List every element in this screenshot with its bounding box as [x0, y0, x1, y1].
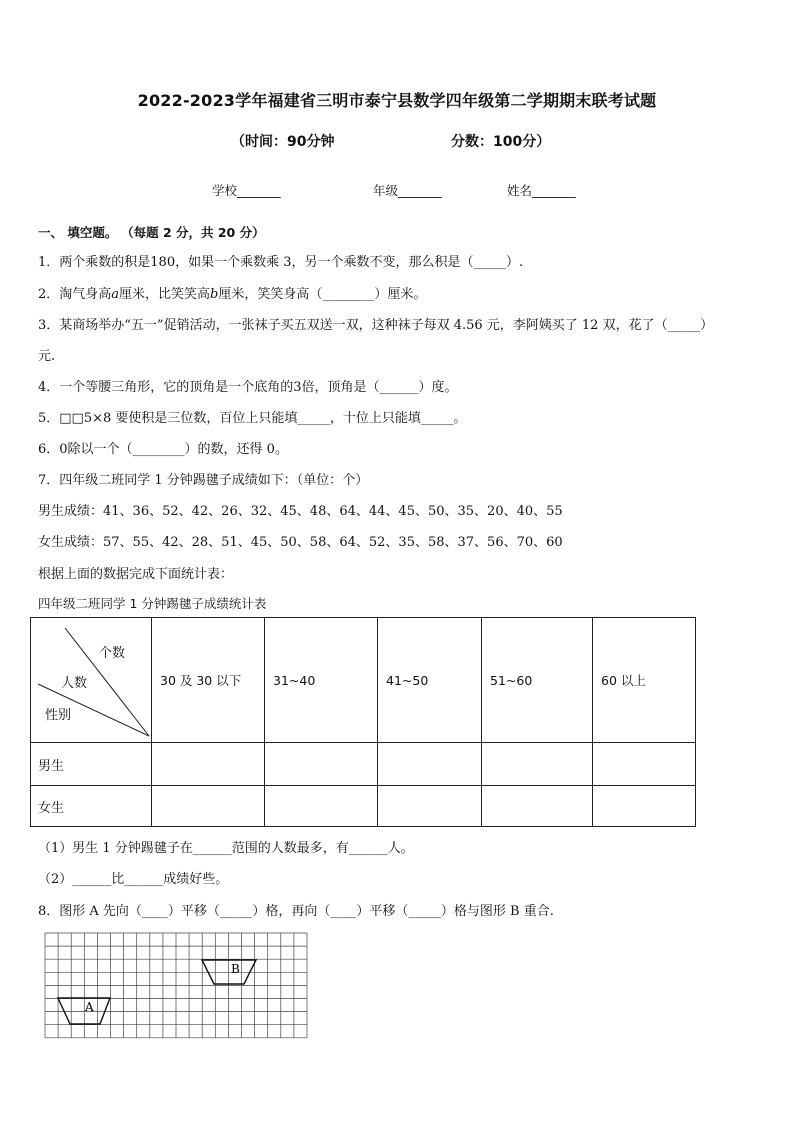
question-5: 5．□□5×8 要使积是三位数，百位上只能填_____，十位上只能填_____。 — [38, 411, 467, 426]
sub-question-1: （1）男生 1 分钟踢毽子在______范围的人数最多，有______人。 — [38, 841, 414, 856]
question-6: 6．0除以一个（________）的数，还得 0。 — [38, 442, 288, 457]
corner-label-people: 人数 — [61, 676, 88, 691]
answer-cell[interactable] — [378, 743, 482, 786]
table-row — [31, 786, 696, 827]
question-2: 2．淘气身高𝑎厘米，比笑笑高𝑏厘米，笑笑身高（________）厘米。 — [38, 287, 427, 302]
diagonal-lines — [31, 618, 151, 742]
statistics-table — [30, 617, 696, 827]
answer-cell[interactable] — [482, 743, 593, 786]
row-label-boys: 男生 — [31, 743, 152, 786]
answer-cell[interactable] — [593, 743, 696, 786]
table-row — [31, 743, 696, 786]
question-4: 4．一个等腰三角形，它的顶角是一个底角的3倍，顶角是（______）度。 — [38, 380, 458, 395]
table-instruction: 根据上面的数据完成下面统计表： — [38, 567, 234, 582]
name-field[interactable]: 姓名_______ — [507, 183, 576, 198]
total-score: 分数：100分） — [451, 134, 551, 150]
column-header: 60 以上 — [593, 618, 696, 743]
answer-cell[interactable] — [152, 743, 265, 786]
shape-b-label: B — [231, 962, 240, 976]
row-label-girls: 女生 — [31, 786, 152, 827]
section-title: 一、 填空题。 — [38, 225, 118, 240]
column-header: 41~50 — [378, 618, 482, 743]
boys-scores: 男生成绩：41、36、52、42、26、32、45、48、64、44、45、50、35、20、40、55 — [38, 504, 563, 519]
question-1: 1．两个乘数的积是180，如果一个乘数乘 3，另一个乘数不变，那么积是（_____）. — [38, 255, 524, 270]
translation-grid-figure — [44, 932, 310, 1040]
corner-label-count: 个数 — [99, 646, 126, 661]
section-heading — [38, 223, 265, 241]
column-header: 51~60 — [482, 618, 593, 743]
question-3-continued: 元. — [38, 349, 56, 364]
column-header: 31~40 — [265, 618, 378, 743]
school-field[interactable]: 学校_______ — [212, 183, 281, 198]
answer-cell[interactable] — [482, 786, 593, 827]
answer-cell[interactable] — [593, 786, 696, 827]
girls-scores: 女生成绩：57、55、42、28、51、45、50、58、64、52、35、58、37、56、70、60 — [38, 535, 563, 550]
table-title: 四年级二班同学 1 分钟踢毽子成绩统计表 — [38, 596, 267, 611]
column-header: 30 及 30 以下 — [152, 618, 265, 743]
question-8: 8．图形 A 先向（____）平移（_____）格，再向（____）平移（_____）格与图形 B 重合. — [38, 904, 554, 919]
sub-question-2: （2）______比______成绩好些。 — [38, 872, 229, 887]
time-limit: （时间：90分钟 — [231, 134, 335, 150]
corner-label-gender: 性别 — [45, 708, 72, 723]
table-header-row — [31, 618, 696, 743]
diagonal-header-cell — [31, 618, 152, 743]
section-points: （每题 2 分，共 20 分） — [127, 225, 265, 240]
answer-cell[interactable] — [265, 786, 378, 827]
answer-cell[interactable] — [378, 786, 482, 827]
page-title: 2022-2023学年福建省三明市泰宁县数学四年级第二学期期末联考试题 — [137, 91, 657, 110]
question-3: 3．某商场举办“五一”促销活动，一张袜子买五双送一双，这种袜子每双 4.56 元，李阿姨买了 12 双，花了（_____） — [38, 318, 714, 333]
grade-field[interactable]: 年级_______ — [373, 183, 442, 198]
grid-lines — [45, 933, 307, 1038]
answer-cell[interactable] — [152, 786, 265, 827]
question-7: 7．四年级二班同学 1 分钟踢毽子成绩如下：（单位：个） — [38, 473, 369, 488]
answer-cell[interactable] — [265, 743, 378, 786]
shape-a-label: A — [85, 1000, 94, 1014]
